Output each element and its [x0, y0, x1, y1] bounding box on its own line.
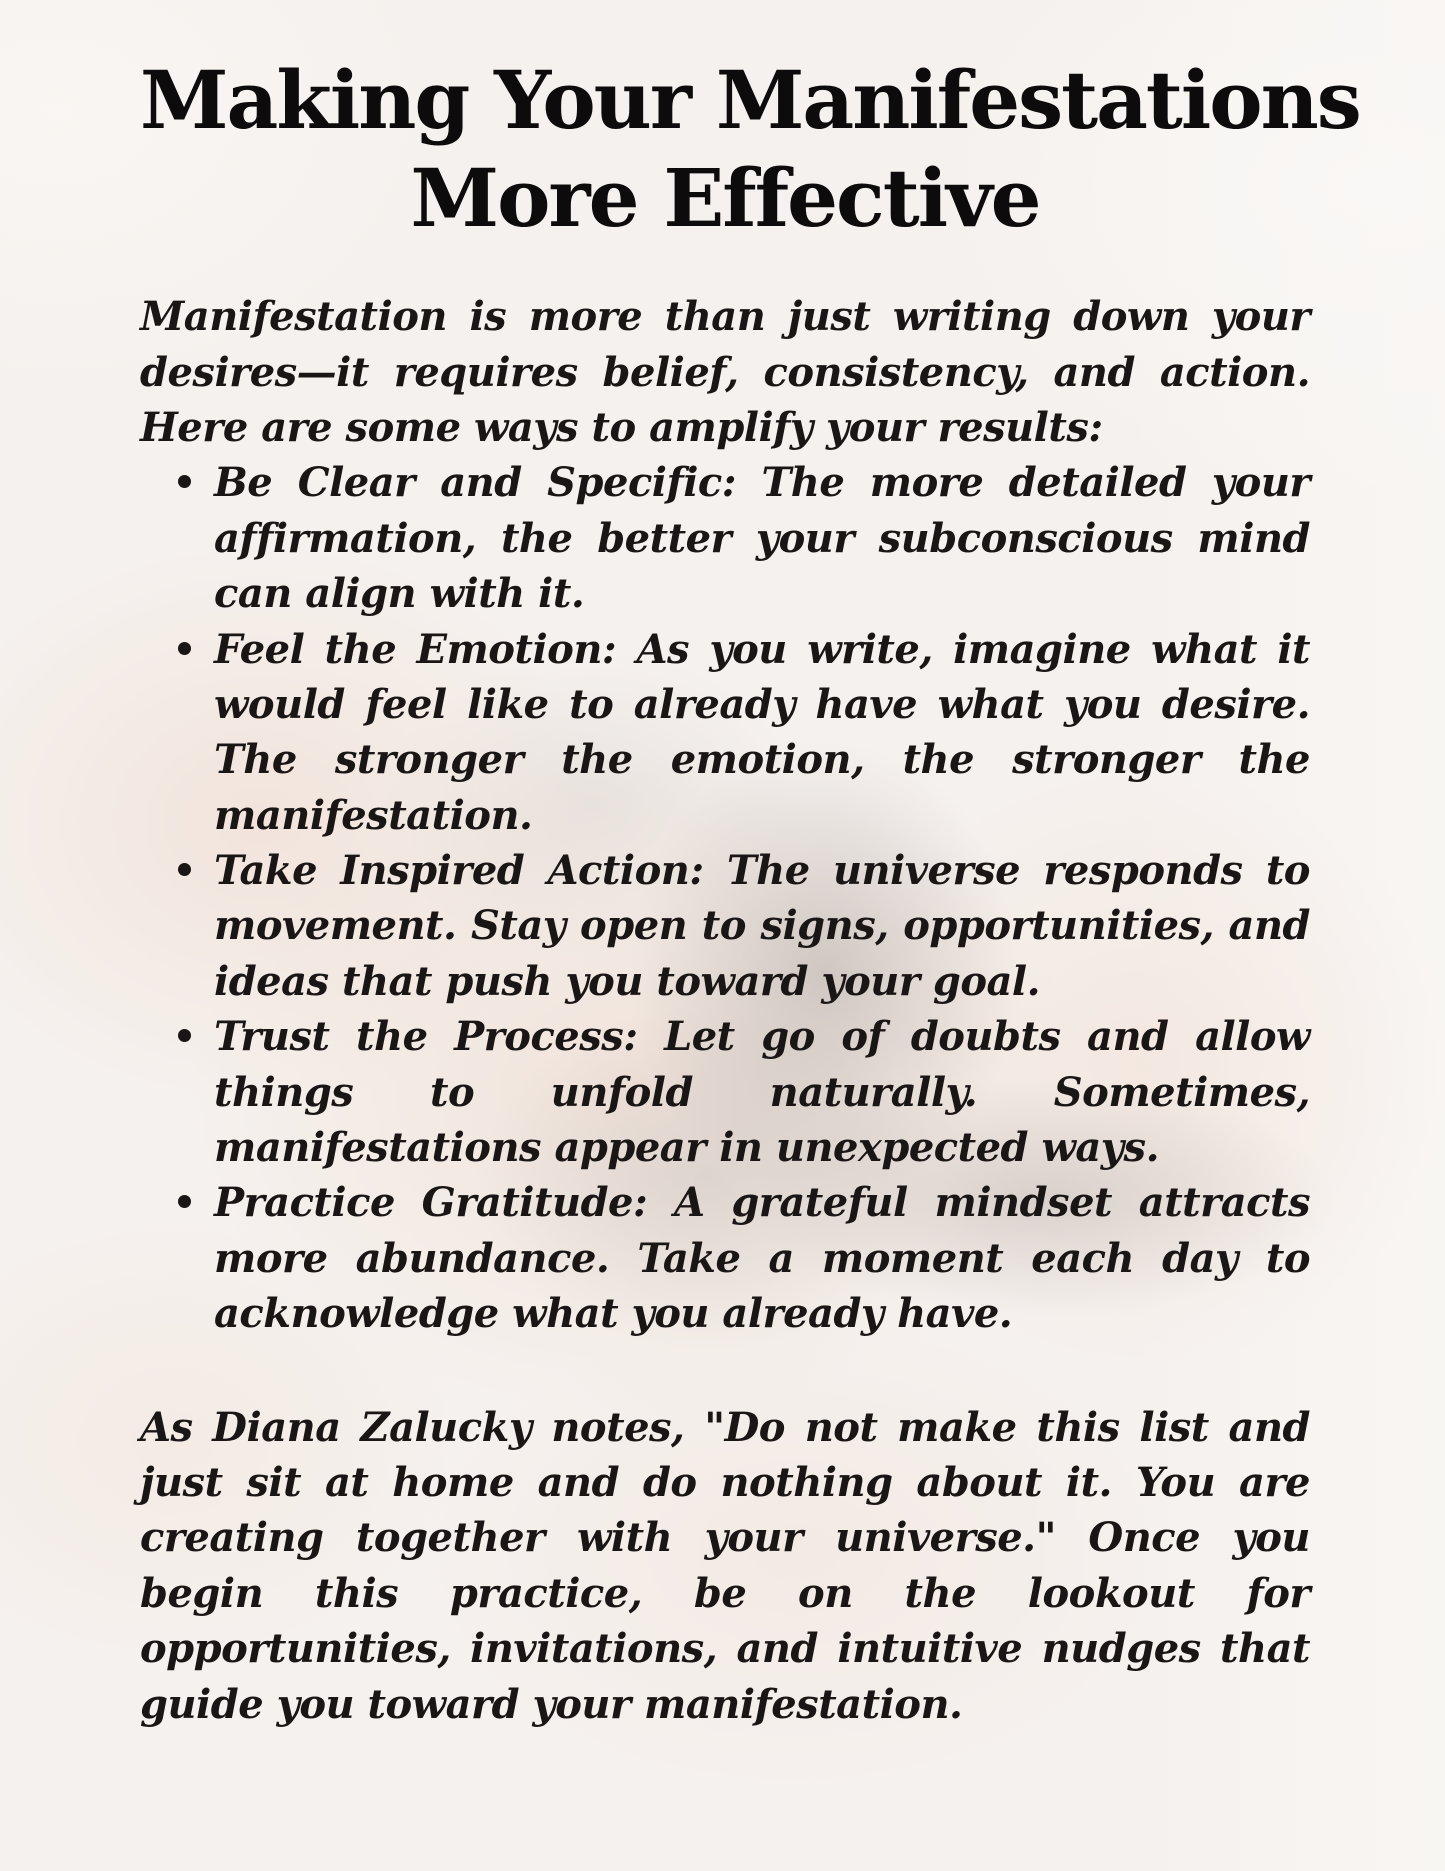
page-title — [140, 52, 1360, 247]
list-item — [214, 1009, 1310, 1175]
page-title-line-1: Making Your Manifestations — [140, 53, 1360, 147]
page-title-line-2: More Effective — [410, 150, 1040, 245]
bullet-icon — [178, 475, 191, 488]
list-item-text: Take Inspired Action: The universe responds to movement. Stay open to signs, opportunities, and ideas that push you toward your goal. — [214, 847, 1310, 1005]
bullet-icon — [178, 1195, 191, 1208]
intro-paragraph: Manifestation is more than just writing down your desires—it requires belief, consistency, and action. Here are some ways to amplify your results: — [140, 293, 1310, 451]
tips-list — [140, 455, 1310, 1341]
list-item — [214, 843, 1310, 1009]
list-item-text: Practice Gratitude: A grateful mindset attracts more abundance. Take a moment each day to acknowledge what you already have. — [214, 1179, 1310, 1338]
bullet-icon — [178, 642, 191, 655]
list-item — [214, 455, 1310, 621]
list-item-text: Be Clear and Specific: The more detailed your affirmation, the better your subconscious mind can align with it. — [214, 459, 1310, 618]
list-item — [214, 622, 1310, 844]
closing-paragraph: As Diana Zalucky notes, "Do not make this list and just sit at home and do nothing about it. You are creating together with your universe." Once you begin this practice, be on the lookout for opportunities, invitations, and intuitive nudges that guide you toward your manifestation. — [140, 1403, 1310, 1728]
bullet-icon — [178, 1029, 191, 1042]
list-item-text: Trust the Process: Let go of doubts and allow things to unfold naturally. Sometimes, manifestations appear in unexpected ways. — [214, 1013, 1310, 1172]
list-item — [214, 1175, 1310, 1341]
bullet-icon — [178, 863, 191, 876]
list-item-text: Feel the Emotion: As you write, imagine what it would feel like to already have what you desire. The stronger the emotion, the stronger the manifestation. — [214, 625, 1310, 839]
